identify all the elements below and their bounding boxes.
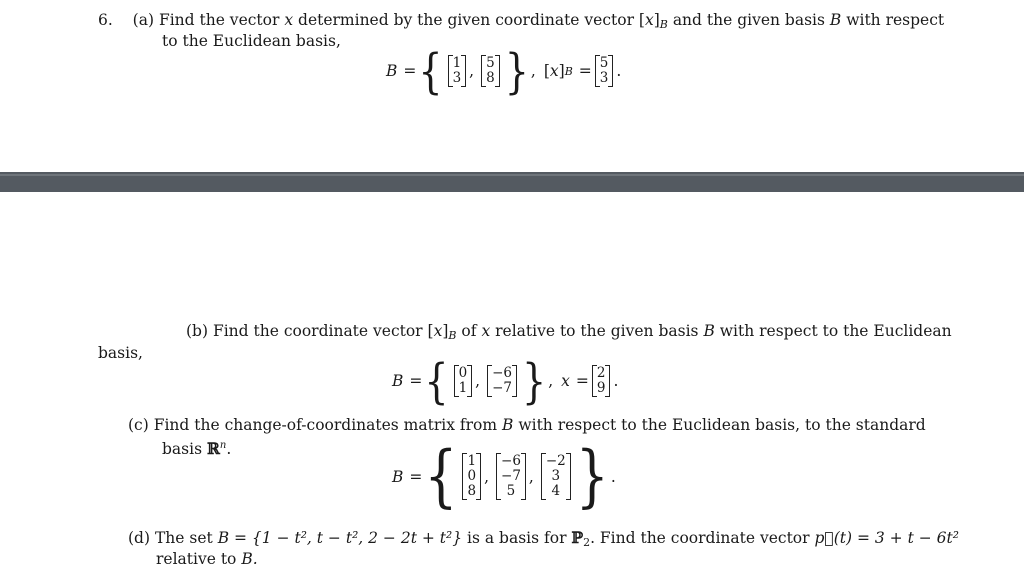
part-b-equation: B = { 0 1 , −6 −7 } , x = 2 9 . [392, 353, 619, 409]
part-a-text-4: with respect [846, 11, 945, 29]
part-b-text-3: relative to the given basis [495, 322, 699, 340]
part-c-line2: basis ℝ$^n$. [162, 439, 232, 458]
part-a-text-1: Find the vector [158, 11, 280, 29]
part-d-text-3: . Find the coordinate vector [590, 529, 810, 547]
eq-B: B [386, 62, 398, 80]
part-b-text-1: Find the coordinate vector [212, 322, 423, 340]
part-b-text-4: with respect to the Euclidean [719, 322, 952, 340]
part-a-text-3: and the given basis [672, 11, 825, 29]
left-brace: { [418, 43, 443, 99]
sub-B: B [659, 18, 668, 31]
part-a-line2 [162, 31, 341, 51]
part-a-label: (a) [132, 11, 155, 29]
part-d-label: (d) [128, 529, 151, 547]
vector-x: x [284, 11, 294, 29]
part-b-label: (b) [186, 322, 209, 340]
basis-vector-2: 5 8 [481, 55, 500, 87]
b-basis-vector-2: −6 −7 [487, 365, 517, 397]
part-c-text-2: with respect to the Euclidean basis, to the standard [518, 416, 926, 434]
part-a-line1: 6. (a) Find the vector x determined by the given coordinate vector $[x]_B$ and the given basis B with respect [98, 11, 945, 31]
part-c-text-1: Find the change-of-coordinates matrix from [153, 416, 498, 434]
c-basis-vector-2: −6 −7 5 [496, 453, 526, 500]
c-basis-vector-3: −2 3 4 [541, 453, 571, 500]
part-b-line2-text: basis, [98, 344, 143, 362]
part-a-text-2: determined by the given coordinate vector [298, 11, 634, 29]
part-b-line1: (b) Find the coordinate vector $[x]_B$ of x relative to the given basis B with respect to the Euclidean [186, 322, 952, 342]
part-b-line2 [98, 343, 143, 363]
problem-number: 6. [98, 11, 113, 29]
part-d-text-1: The set [154, 529, 213, 547]
part-a-line2-text: to the Euclidean basis, [162, 32, 341, 50]
basis-set-expr: B = {1 − t², t − t², 2 − 2t + t²} [217, 529, 463, 547]
reals-symbol: ℝ [206, 439, 220, 458]
part-c-line1: (c) Find the change-of-coordinates matrix from B with respect to the Euclidean basis, to the standard [128, 416, 926, 434]
basis-B: B [829, 11, 842, 29]
part-c-equation: B = { 1 0 8 , −6 −7 5 , −2 3 4 } . [392, 437, 616, 516]
right-brace: } [504, 43, 529, 99]
part-a-equation: B = { 1 3 , 5 8 } , [ x ] B = 5 3 . [386, 43, 622, 99]
coord-vector: 5 3 [595, 55, 614, 87]
poly-expr: p⃗(t) = 3 + t − 6t² [814, 529, 959, 547]
b-x-vector: 2 9 [592, 365, 611, 397]
basis-vector-1: 1 3 [448, 55, 467, 87]
page-divider [0, 172, 1024, 192]
c-basis-vector-1: 1 0 8 [462, 453, 481, 500]
part-d-text-2: is a basis for [467, 529, 567, 547]
part-d-line2: relative to B. [156, 550, 258, 568]
part-b-text-2: of [461, 322, 477, 340]
part-c-label: (c) [128, 416, 149, 434]
b-basis-vector-1: 0 1 [454, 365, 473, 397]
part-d-line1: (d) The set B = {1 − t², t − t², 2 − 2t + t²} is a basis for ℙ$_2$. Find the coordinate vector p⃗(t) = 3 + t − 6t² [128, 528, 959, 549]
vector-x: x [644, 11, 654, 29]
poly-space-symbol: ℙ [571, 528, 584, 547]
